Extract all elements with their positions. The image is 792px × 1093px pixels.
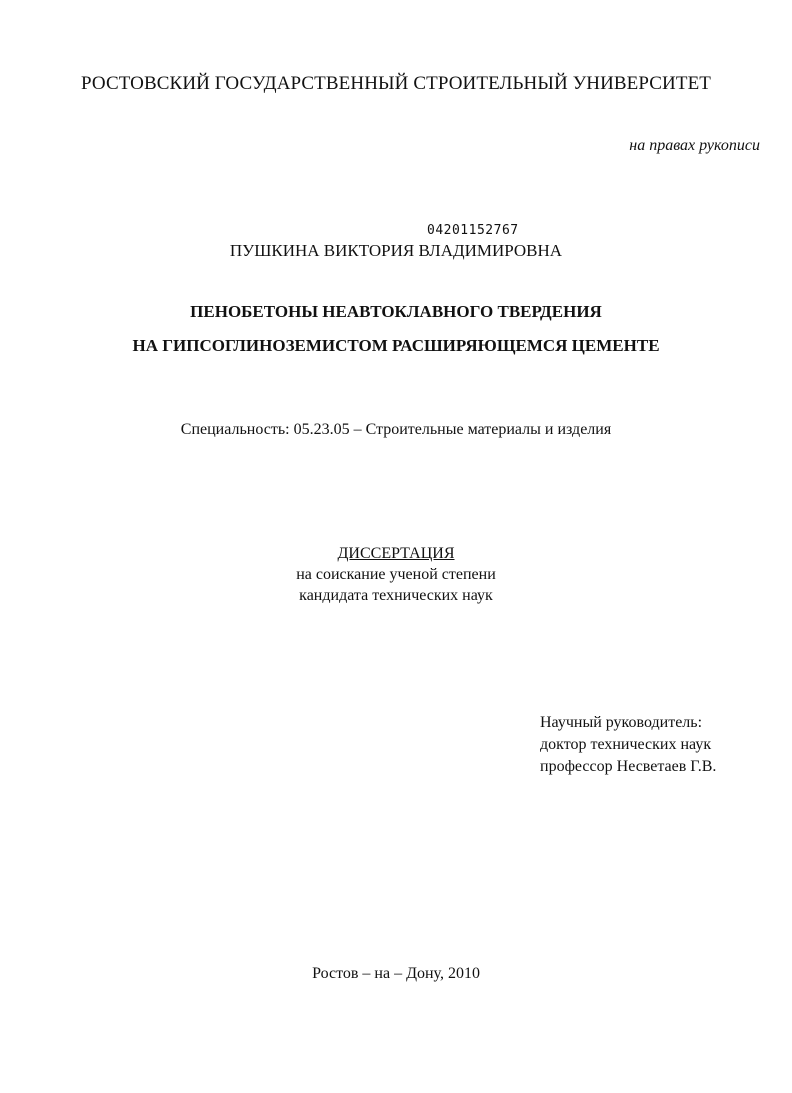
advisor-degree: доктор технических наук (540, 736, 712, 753)
thesis-title-line-2: НА ГИПСОГЛИНОЗЕМИСТОМ РАСШИРЯЮЩЕМСЯ ЦЕМЕНТЕ (132, 336, 660, 355)
record-code: 04201152767 (427, 223, 519, 238)
author-name: ПУШКИНА ВИКТОРИЯ ВЛАДИМИРОВНА (229, 241, 563, 260)
advisor-label: Научный руководитель: (540, 714, 703, 731)
manuscript-note: на правах рукописи (629, 137, 760, 154)
university-name: РОСТОВСКИЙ ГОСУДАРСТВЕННЫЙ СТРОИТЕЛЬНЫЙ УНИВЕРСИТЕТ (81, 73, 711, 94)
thesis-title-line-1: ПЕНОБЕТОНЫ НЕАВТОКЛАВНОГО ТВЕРДЕНИЯ (190, 302, 602, 321)
city-year: Ростов – на – Дону, 2010 (312, 965, 480, 982)
advisor-block (540, 712, 716, 778)
dissertation-field-line: кандидата технических наук (299, 587, 493, 604)
dissertation-degree-line: на соискание ученой степени (296, 566, 496, 583)
dissertation-heading: ДИССЕРТАЦИЯ (337, 545, 455, 562)
advisor-name: профессор Несветаев Г.В. (540, 758, 717, 775)
specialty: Специальность: 05.23.05 – Строительные материалы и изделия (180, 421, 612, 438)
